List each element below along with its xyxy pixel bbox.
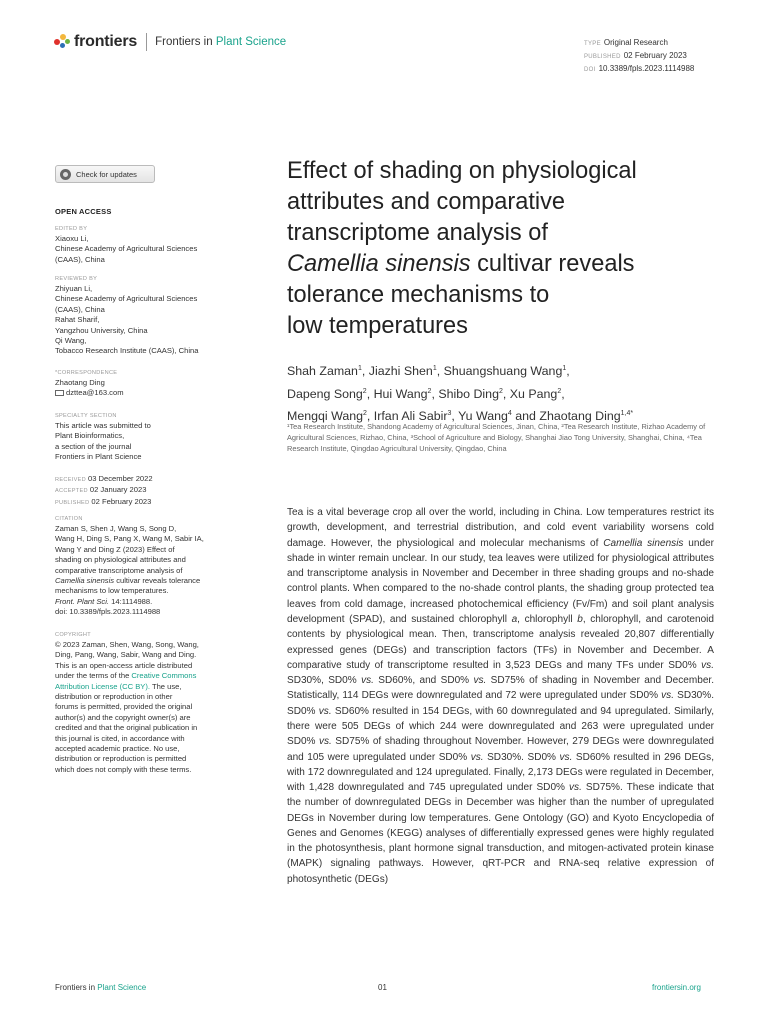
- article-title: Effect of shading on physiological attributes and comparative transcriptome analysis of Camellia sinensis cultivar reveals tolerance mechanisms to low temperatures: [287, 158, 637, 339]
- correspondence-section: *CORRESPONDENCE Zhaotang Ding dzttea@163.com: [55, 370, 124, 398]
- author-name: Zhaotang Ding: [539, 409, 621, 424]
- author-name: Yu Wang: [458, 409, 508, 424]
- author-name: Dapeng Song: [287, 386, 363, 401]
- article-meta: TYPE Original Research PUBLISHED 02 February 2023 DOI 10.3389/fpls.2023.1114988: [584, 38, 695, 73]
- author-name: Shibo Ding: [438, 386, 499, 401]
- check-for-updates-button[interactable]: Check for updates: [55, 165, 155, 183]
- citation-section: CITATION Zaman S, Shen J, Wang S, Song D, Wang H, Ding S, Pang X, Wang M, Sabir IA, Wang Y and Ding Z (2023) Effect of shading on physiological attributes and comparative transcriptome analysis of Camellia sinensis cultivar reveals tolerance mechanisms to low temperatures. Front. Plant Sci. 14:1114988. doi: 10.3389/fpls.2023.1114988: [55, 515, 240, 618]
- logo-divider: [146, 33, 147, 51]
- cc-license-link-2[interactable]: Attribution License (CC BY).: [55, 681, 150, 691]
- check-updates-icon: [60, 169, 71, 180]
- brand-name: frontiers: [74, 33, 138, 50]
- author-name: Shuangshuang Wang: [443, 364, 563, 379]
- author-name: Mengqi Wang: [287, 409, 363, 424]
- journal-name[interactable]: Frontiers in Plant Science: [155, 36, 287, 48]
- email-icon: [55, 390, 64, 396]
- specialty-section: SPECIALTY SECTION This article was submitted to Plant Bioinformatics, a section of the journal Frontiers in Plant Science: [55, 413, 151, 462]
- open-access-label: OPEN ACCESS: [55, 207, 112, 216]
- cc-license-link[interactable]: Creative Commons: [131, 671, 197, 681]
- publication-date: 02 February 2023: [623, 51, 687, 60]
- page-number: 01: [378, 983, 387, 992]
- frontiers-logo-icon: [54, 34, 70, 50]
- author-name: Shah Zaman: [287, 364, 358, 379]
- footer-journal[interactable]: Frontiers in Plant Science: [55, 983, 147, 992]
- author-name: Xu Pang: [509, 386, 558, 401]
- affiliations: ¹Tea Research Institute, Shandong Academy of Agricultural Sciences, Jinan, China, ²Tea Research Institute, Rizhao Academy of Agricultural Sciences, Rizhao, China, ³School of Agriculture and Biology, Shanghai Jiao Tong University, Shanghai, China, ⁴Tea Research Institute, Qingdao Agricultural University, Qingdao, China: [287, 422, 706, 454]
- author-name: Irfan Ali Sabir: [373, 409, 448, 424]
- correspondence-email[interactable]: dzttea@163.com: [66, 388, 124, 398]
- dates-section: RECEIVED 03 December 2022 ACCEPTED 02 January 2023 PUBLISHED 02 February 2023: [55, 474, 153, 506]
- abstract: Tea is a vital beverage crop all over the world, including in China. Low temperatures restrict its growth, development, and terrestrial distribution, and cold event variability worsens cold damage. However, the physiological and molecular mechanisms of Camellia sinensis under shade in winter remain unclear. In our study, tea leaves were utilized for physiological attributes and transcriptome analysis in November and December in three shading groups and no-shade control plants. When compared to the no-shade control plants, the shading group protected tea leaves from cold damage, increased photochemical efficiency (Fv/Fm) and soil plant analysis development (SPAD), and sustained chlorophyll a, chlorophyll b, chlorophyll, and carotenoid contents by physiological mean. Then, transcriptome analysis revealed 20,807 differentially expressed genes (DEGs) and transcription factors (TFs) in November and December. A comparative study of transcriptome resulted in 3,523 DEGs and many TFs under SD0% vs. SD30%, SD0% vs. SD60%, and SD0% vs. SD75% of shading in November and December. Statistically, 114 DEGs were downregulated and 72 were upregulated under SD0% vs. SD30%. SD0% vs. SD60% resulted in 154 DEGs, with 60 downregulated and 94 upregulated. Similarly, there were 505 DEGs of which 244 were downregulated and 263 were upregulated under SD0% vs. SD75% of shading throughout November. However, 279 DEGs were downregulated and 105 were upregulated under SD0% vs. SD30%. SD0% vs. SD60% resulted in 296 DEGs, with 172 downregulated and 124 upregulated. Finally, 2,173 DEGs were regulated in December, with 1,428 downregulated and 745 upregulated under SD0% vs. SD75%. These indicate that the number of downregulated DEGs in December was higher than the number of upregulated DEGs in November during low temperatures. Gene Ontology (GO) and Kyoto Encyclopedia of Genes and Genomes (KEGG) analyses of differentially expressed genes were highly regulated in the photosynthesis, plant hormone signal transduction, and mitogen-activated protein kinase (MAPK) signaling pathways. However, qRT-PCR and RNA-seq relative expression of photosynthetic (DEGs): [287, 507, 715, 885]
- doi-link[interactable]: 10.3389/fpls.2023.1114988: [598, 64, 695, 73]
- footer-site-link[interactable]: frontiersin.org: [652, 983, 701, 992]
- received-date: 03 December 2022: [88, 474, 153, 483]
- citation-doi[interactable]: doi: 10.3389/fpls.2023.1114988: [55, 607, 161, 617]
- edited-by-section: EDITED BY Xiaoxu Li, Chinese Academy of Agricultural Sciences (CAAS), China: [55, 226, 198, 264]
- article-type: Original Research: [603, 38, 668, 47]
- accepted-date: 02 January 2023: [89, 485, 147, 495]
- author-name: Jiazhi Shen: [368, 364, 433, 379]
- author-list: Shah Zaman$^1$, Jiazhi Shen$^1$, Shuangshuang Wang$^1$, Dapeng Song$^2$, Hui Wang$^2$, Shibo Ding$^2$, Xu Pang$^2$, Mengqi Wang$^2$, Irfan Ali Sabir$^3$, Yu Wang$^4$ and Zhaotang Ding$^{1,4*}$: [287, 364, 634, 424]
- frontiers-logo[interactable]: [54, 33, 286, 51]
- copyright-section: COPYRIGHT © 2023 Zaman, Shen, Wang, Song, Wang, Ding, Pang, Wang, Sabir, Wang and Ding. This is an open-access article distributed under the terms of the Creative Commons Attribution License (CC BY). The use, distribution or reproduction in other forums is permitted, provided the original author(s) and the copyright owner(s) are credited and that the original publication in this journal is cited, in accordance with accepted academic practice. No use, distribution or reproduction is permitted which does not comply with these terms.: [55, 632, 199, 774]
- published-date: 02 February 2023: [91, 496, 152, 506]
- reviewed-by-section: REVIEWED BY Zhiyuan Li, Chinese Academy of Agricultural Sciences (CAAS), China Rahat Sharif, Yangzhou University, China Qi Wang, Tobacco Research Institute (CAAS), China: [55, 276, 199, 356]
- author-name: Hui Wang: [373, 386, 428, 401]
